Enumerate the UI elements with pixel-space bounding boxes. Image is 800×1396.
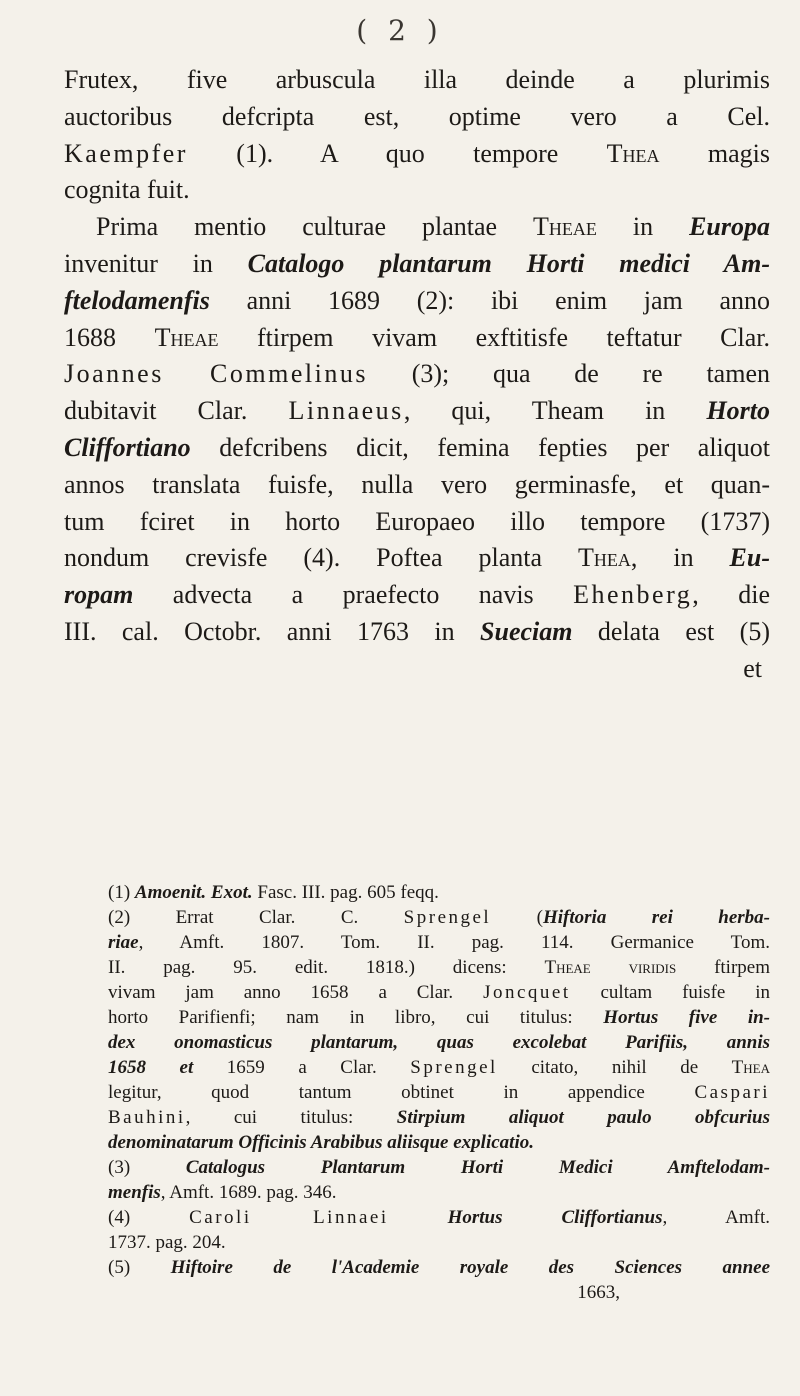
text-line: ropam advecta a praefecto navis Ehenberg, die — [64, 580, 770, 610]
footnote-line: menfis, Amft. 1689. pag. 346. — [108, 1182, 337, 1203]
main-text — [64, 62, 770, 688]
text-line: invenitur in Catalogo plantarum Horti medici Am- — [64, 248, 771, 278]
text-line: cognita fuit. — [64, 175, 190, 205]
text-line: Frutex, five arbuscula illa deinde a plurimis — [64, 65, 770, 94]
footnote-line: (5) Hiftoire de l'Academie royale des Sciences annee — [108, 1257, 770, 1278]
page-number: ( 2 ) — [356, 14, 444, 47]
text-line: 1688 Theae ftirpem vivam exftitisfe teftatur Clar. — [64, 322, 771, 352]
footnote-line: II. pag. 95. edit. 1818.) dicens: Theae viridis ftirpem — [108, 957, 770, 978]
footnote-line: (2) Errat Clar. C. Sprengel (Hiftoria rei herba- — [108, 907, 771, 928]
footnote-line: (3) Catalogus Plantarum Horti Medici Amftelodam- — [108, 1157, 771, 1178]
text-line: Joannes Commelinus (3); qua de re tamen — [64, 359, 770, 389]
text-line: Cliffortiano defcribens dicit, femina fepties per aliquot — [64, 432, 770, 462]
text-line: Kaempfer (1). A quo tempore Thea magis — [64, 138, 770, 168]
footnote-line: dex onomasticus plantarum, quas excolebat Parifiis, annis — [108, 1032, 770, 1053]
text-line: III. cal. Octobr. anni 1763 in Sueciam delata est (5) — [64, 616, 771, 646]
author-name: Ehenberg — [573, 580, 693, 610]
author-name: Joannes Commelinus — [64, 359, 368, 389]
text-line: nondum crevisfe (4). Poftea planta Thea, in Eu- — [64, 543, 770, 573]
footnote-line: horto Parifienfi; nam in libro, cui titulus: Hortus five in- — [108, 1007, 771, 1028]
footnote-line: 1663, — [577, 1282, 620, 1303]
footnote-line: denominatarum Officinis Arabibus aliisque explicatio. — [108, 1132, 534, 1153]
footnote-line: legitur, quod tantum obtinet in appendice Caspari — [108, 1082, 770, 1103]
text-line: tum fciret in horto Europaeo illo tempore (1737) — [64, 506, 770, 536]
author-name: Kaempfer — [64, 138, 188, 168]
author-name: Linnaeus — [288, 396, 404, 426]
text-line: Prima mentio culturae plantae Theae in Europa — [96, 212, 770, 242]
text-line: annos translata fuisfe, nulla vero germinasfe, et quan- — [64, 469, 770, 499]
catchword: et — [743, 653, 762, 683]
footnote-line: (4) Caroli Linnaei Hortus Cliffortianus, Amft. — [108, 1207, 771, 1228]
text-line: dubitavit Clar. Linnaeus, qui, Theam in Horto — [64, 396, 771, 426]
footnotes — [108, 880, 770, 1305]
text-line: auctoribus defcripta est, optime vero a Cel. — [64, 101, 770, 131]
footnote-line: riae, Amft. 1807. Tom. II. pag. 114. Germanice Tom. — [108, 932, 770, 953]
footnote-line: Bauhini, cui titulus: Stirpium aliquot paulo obfcurius — [108, 1107, 770, 1128]
footnote-line: 1737. pag. 204. — [108, 1232, 226, 1253]
footnote-line: 1658 et 1659 a Clar. Sprengel citato, nihil de Thea — [108, 1057, 770, 1078]
footnote-line: (1) Amoenit. Exot. Fasc. III. pag. 605 feqq. — [108, 882, 439, 903]
footnote-line: vivam jam anno 1658 a Clar. Joncquet cultam fuisfe in — [108, 982, 770, 1003]
text-line: ftelodamenfis anni 1689 (2): ibi enim jam anno — [64, 285, 770, 315]
